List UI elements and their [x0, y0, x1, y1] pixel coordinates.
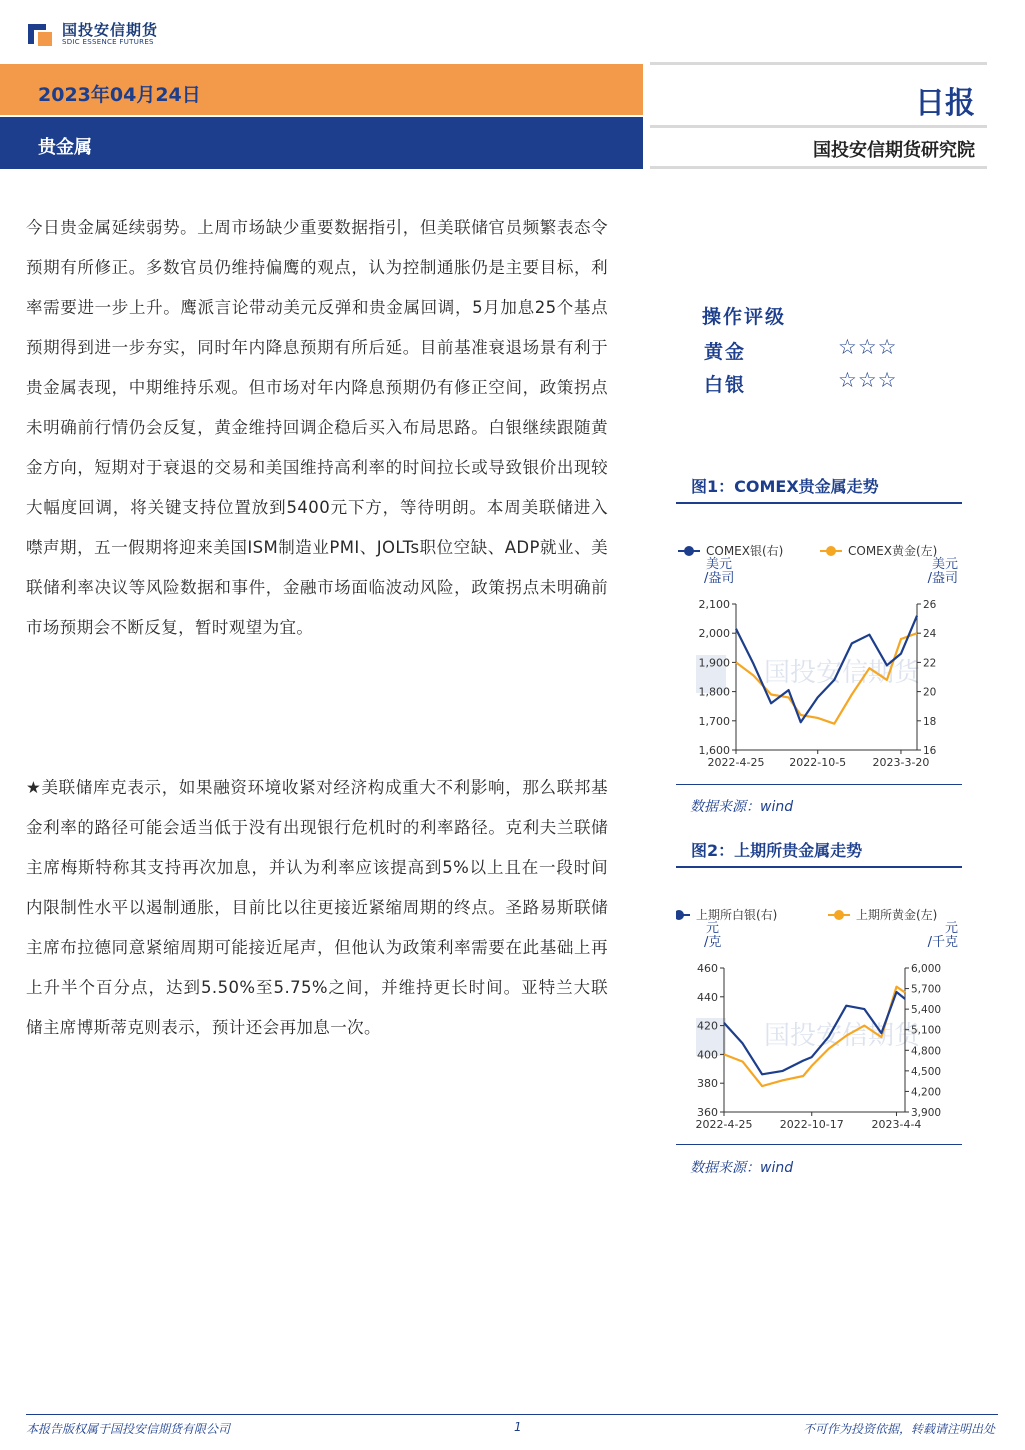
right-unit-label: /盎司 — [927, 571, 958, 586]
figure-2-bottom-rule — [676, 1144, 962, 1145]
commentary-paragraph: 今日贵金属延续弱势。上周市场缺少重要数据指引，但美联储官员频繁表态令预期有所修正。多数官员仍维持偏鹰的观点，认为控制通胀仍是主要目标，利率需要进一步上升。鹰派言论带动美元反弹和贵金属回调，5月加息25个基点预期得到进一步夯实，同时年内降息预期有所后延。目前基准衰退场景有利于贵金属表现，中期维持乐观。但市场对年内降息预期仍有修正空间，政策拐点未明确前行情仍会反复，黄金维持回调企稳后买入布局思路。白银继续跟随黄金方向，短期对于衰退的交易和美国维持高利率的时间拉长或导致银价出现较大幅度回调，将关键支持位置放到5400元下方，等待明朗。本周美联储进入噤声期，五一假期将迎来美国ISM制造业PMI、JOLTs职位空缺、ADP就业、美联储利率决议等风险数据和事件，金融市场面临波动风险，政策拐点未明确前市场预期会不断反复，暂时观望为宜。 — [26, 218, 608, 637]
y-tick-label: 400 — [697, 1048, 718, 1062]
y2-tick-label: 4,200 — [911, 1086, 942, 1099]
report-type: 日报 — [915, 86, 975, 121]
divider — [650, 62, 987, 65]
left-unit-label: /盎司 — [704, 571, 735, 586]
divider — [650, 125, 987, 128]
report-category: 贵金属 — [38, 137, 92, 158]
company-name-en: SDIC ESSENCE FUTURES — [62, 38, 154, 46]
footer-copyright: 本报告版权属于国投安信期货有限公司 — [26, 1422, 231, 1436]
company-logo-icon — [26, 20, 54, 48]
right-unit-label: 元 — [944, 921, 958, 936]
report-date: 2023年04月24日 — [38, 84, 201, 106]
left-unit-label: 元 — [706, 921, 720, 936]
figure-1-bottom-rule — [676, 784, 962, 785]
right-unit-label: 美元 — [931, 557, 958, 572]
y2-tick-label: 5,100 — [911, 1024, 942, 1037]
figure-2-title: 图2：上期所贵金属走势 — [691, 841, 863, 860]
x-tick-label: 2022-4-25 — [695, 1118, 753, 1131]
y2-tick-label: 26 — [923, 599, 937, 611]
figure-2-source: 数据来源：wind — [690, 1160, 794, 1176]
star-rating-gold: ☆☆☆ — [838, 335, 898, 359]
y2-tick-label: 4,800 — [911, 1045, 942, 1058]
y2-tick-label: 22 — [923, 657, 937, 670]
shfe-chart — [676, 900, 962, 1142]
y2-tick-label: 3,900 — [911, 1107, 942, 1119]
rating-item-silver: 白银 — [704, 374, 747, 396]
footer-rule — [26, 1414, 998, 1415]
y-tick-label: 1,700 — [698, 714, 730, 728]
x-tick-label: 2022-4-25 — [707, 756, 765, 769]
y-tick-label: 1,800 — [698, 685, 730, 699]
y-tick-label: 380 — [697, 1077, 718, 1091]
y2-tick-label: 20 — [923, 686, 937, 699]
rating-title: 操作评级 — [702, 306, 787, 328]
star-rating-silver: ☆☆☆ — [838, 368, 898, 392]
x-tick-label: 2022-10-5 — [789, 756, 847, 769]
legend-label: 上期所白银(右) — [696, 908, 778, 922]
legend-label: COMEX银(右) — [706, 544, 784, 558]
left-unit-label: /克 — [704, 935, 722, 950]
y2-tick-label: 5,400 — [911, 1004, 942, 1017]
y-tick-label: 460 — [697, 962, 718, 975]
y2-tick-label: 4,500 — [911, 1065, 942, 1078]
y-tick-label: 420 — [697, 1019, 718, 1033]
company-name-cn: 国投安信期货 — [62, 21, 159, 39]
y2-tick-label: 18 — [923, 715, 937, 728]
legend-label: 上期所黄金(左) — [856, 908, 938, 922]
y-tick-label: 440 — [697, 990, 718, 1004]
watermark-text: 国投安信期货 — [764, 1021, 921, 1051]
watermark-text: 国投安信期货 — [764, 658, 921, 688]
x-tick-label: 2023-3-20 — [872, 756, 930, 769]
institute-name: 国投安信期货研究院 — [813, 140, 975, 161]
legend-swatch-marker — [676, 910, 684, 920]
figure-1-rule — [676, 502, 962, 504]
news-paragraph: ★美联储库克表示，如果融资环境收紧对经济构成重大不利影响，那么联邦基金利率的路径可能会适当低于没有出现银行危机时的利率路径。克利夫兰联储主席梅斯特称其支持再次加息，并认为利率应该提高到5%以上且在一段时间内限制性水平以遏制通胀，目前比以往更接近紧缩周期的终点。圣路易斯联储主席布拉德同意紧缩周期可能接近尾声，但他认为政策利率需要在此基础上再上升半个百分点，达到5.50%至5.75%之间，并维持更长时间。亚特兰大联储主席博斯蒂克则表示，预计还会再加息一次。 — [26, 778, 608, 1037]
y2-tick-label: 5,700 — [911, 983, 942, 996]
figure-2-rule — [676, 866, 962, 868]
legend-swatch-marker — [826, 546, 836, 556]
right-unit-label: /千克 — [927, 935, 958, 950]
category-banner — [0, 117, 643, 169]
legend-swatch-marker — [834, 910, 844, 920]
legend-label: COMEX黄金(左) — [848, 544, 938, 558]
page-number: 1 — [514, 1420, 522, 1434]
x-tick-label: 2022-10-17 — [779, 1118, 844, 1131]
comex-chart — [676, 536, 962, 780]
x-tick-label: 2023-4-4 — [871, 1118, 922, 1131]
rating-item-gold: 黄金 — [704, 341, 747, 363]
y-tick-label: 2,100 — [698, 598, 730, 611]
left-unit-label: 美元 — [706, 557, 733, 572]
y2-tick-label: 16 — [923, 745, 937, 757]
footer-disclaimer: 不可作为投资依据，转载请注明出处 — [802, 1422, 995, 1436]
divider — [650, 166, 987, 169]
y-tick-label: 2,000 — [698, 627, 730, 641]
y2-tick-label: 6,000 — [911, 963, 942, 975]
y-tick-label: 1,600 — [698, 744, 730, 757]
figure-1-source: 数据来源：wind — [690, 799, 794, 815]
y-tick-label: 1,900 — [698, 656, 730, 670]
figure-1-title: 图1：COMEX贵金属走势 — [691, 477, 879, 496]
y2-tick-label: 24 — [923, 628, 937, 641]
legend-swatch-marker — [684, 546, 694, 556]
y-tick-label: 360 — [697, 1106, 718, 1119]
